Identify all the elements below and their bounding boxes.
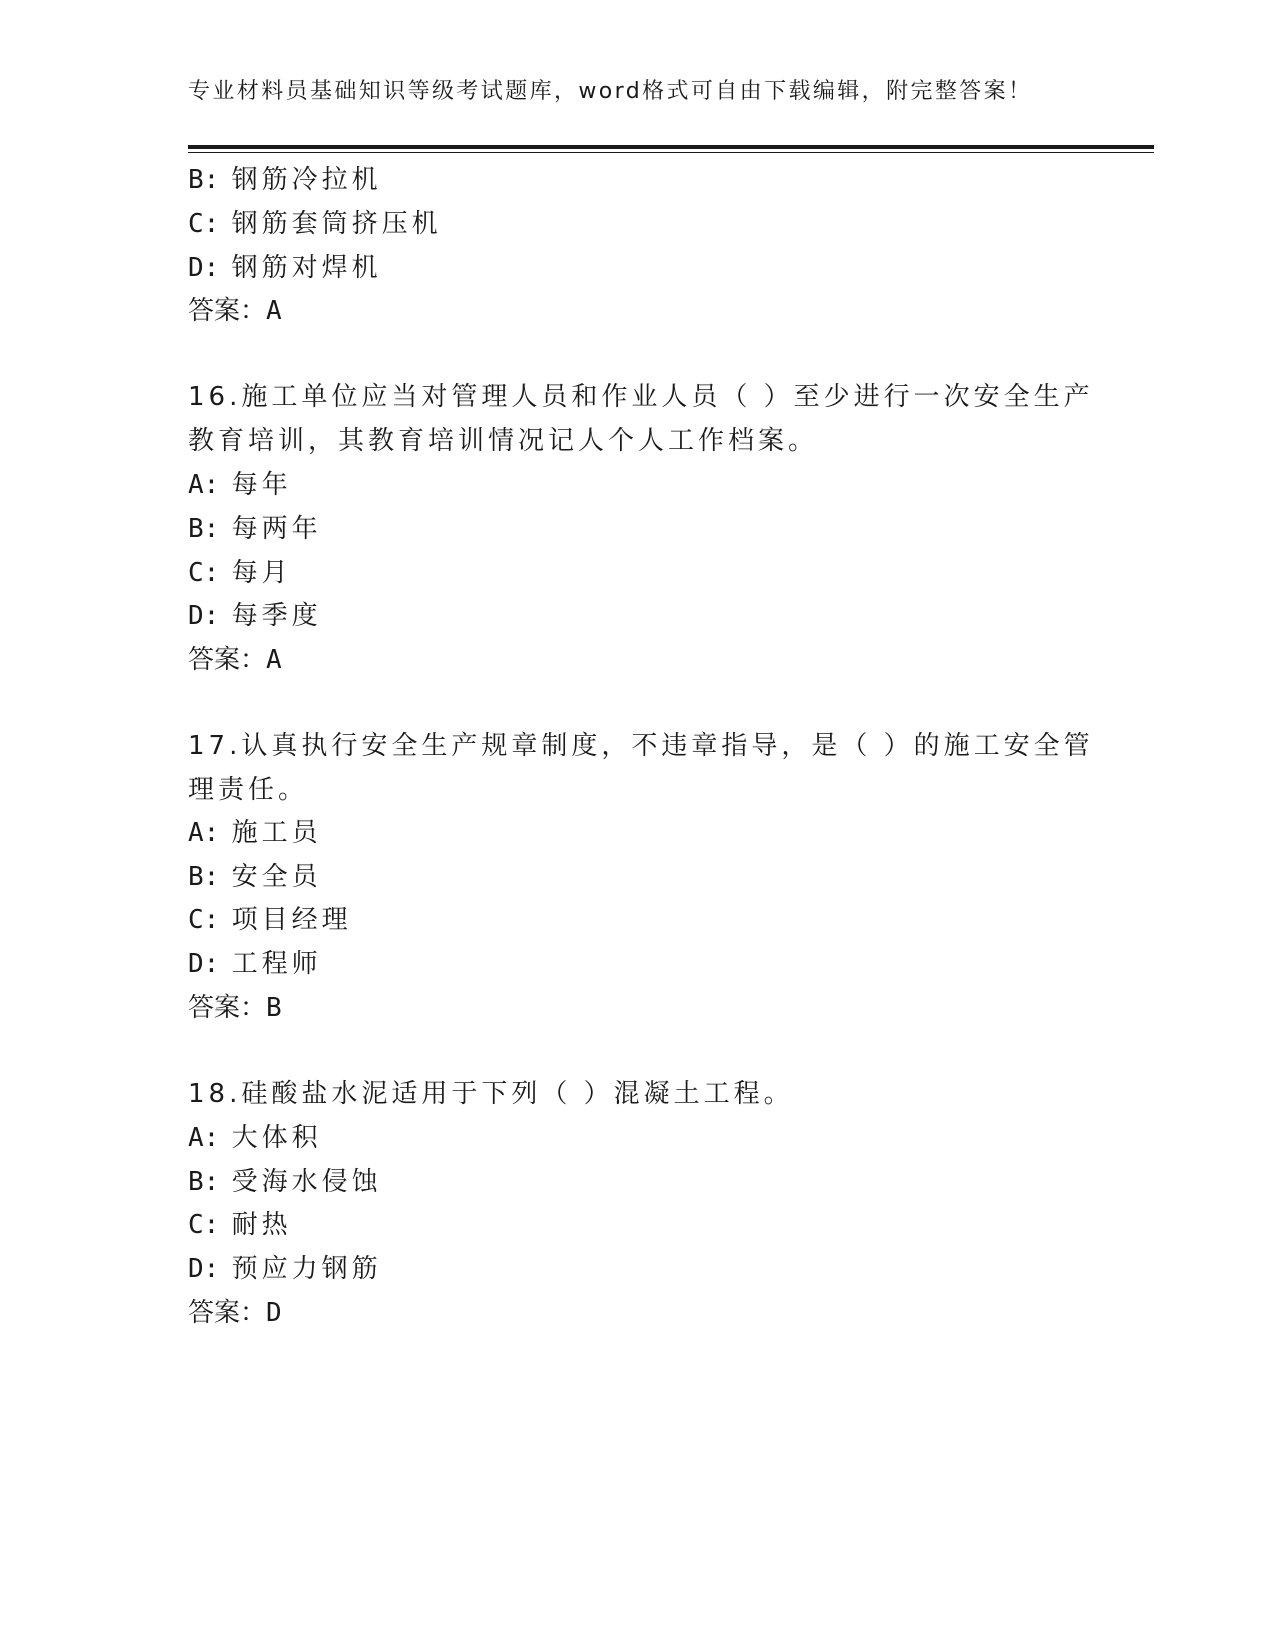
question-stem: 理责任。 bbox=[188, 775, 309, 805]
answer-line bbox=[188, 1292, 282, 1329]
option-text: 安全员 bbox=[231, 862, 322, 892]
option-letter: B: bbox=[188, 514, 220, 544]
option-line bbox=[188, 1248, 382, 1285]
option-line bbox=[188, 159, 382, 196]
option-line bbox=[188, 595, 322, 632]
option-text: 钢筋对焊机 bbox=[231, 253, 382, 283]
option-text: 施工员 bbox=[231, 818, 322, 848]
option-line bbox=[188, 464, 292, 501]
option-letter: D: bbox=[188, 1254, 220, 1284]
option-line bbox=[188, 812, 322, 849]
option-line bbox=[188, 943, 322, 980]
option-text: 钢筋冷拉机 bbox=[231, 165, 382, 195]
option-letter: C: bbox=[188, 905, 220, 935]
answer-value: B bbox=[266, 993, 282, 1023]
answer-value: D bbox=[266, 1298, 282, 1328]
option-letter: D: bbox=[188, 601, 220, 631]
option-letter: C: bbox=[188, 558, 220, 588]
option-line bbox=[188, 552, 292, 589]
option-text: 每季度 bbox=[231, 601, 322, 631]
answer-label: 答案： bbox=[188, 296, 267, 326]
option-text: 项目经理 bbox=[231, 905, 352, 935]
option-line bbox=[188, 247, 382, 284]
option-line bbox=[188, 1161, 382, 1198]
option-line bbox=[188, 508, 322, 545]
option-line bbox=[188, 203, 442, 240]
header-rule-thick bbox=[188, 145, 1154, 149]
option-text: 工程师 bbox=[231, 949, 322, 979]
option-letter: B: bbox=[188, 862, 220, 892]
option-text: 预应力钢筋 bbox=[231, 1254, 382, 1284]
question-stem: 17.认真执行安全生产规章制度，不违章指导，是（ ）的施工安全管 bbox=[188, 731, 1094, 761]
option-letter: C: bbox=[188, 209, 220, 239]
answer-line bbox=[188, 290, 282, 327]
option-text: 每年 bbox=[231, 470, 292, 500]
option-letter: B: bbox=[188, 1167, 220, 1197]
question-stem: 18.硅酸盐水泥适用于下列（ ）混凝土工程。 bbox=[188, 1079, 794, 1109]
header-rule-thin bbox=[188, 152, 1154, 153]
option-letter: A: bbox=[188, 1123, 220, 1153]
answer-label: 答案： bbox=[188, 1298, 267, 1328]
option-text: 每两年 bbox=[231, 514, 322, 544]
option-letter: D: bbox=[188, 253, 220, 283]
option-letter: A: bbox=[188, 818, 220, 848]
option-text: 每月 bbox=[231, 558, 292, 588]
answer-line bbox=[188, 987, 282, 1024]
option-text: 受海水侵蚀 bbox=[231, 1167, 382, 1197]
option-letter: D: bbox=[188, 949, 220, 979]
answer-value: A bbox=[266, 645, 282, 675]
option-letter: C: bbox=[188, 1210, 220, 1240]
option-letter: B: bbox=[188, 165, 220, 195]
answer-value: A bbox=[266, 296, 282, 326]
answer-label: 答案： bbox=[188, 993, 267, 1023]
option-line bbox=[188, 1204, 292, 1241]
option-line bbox=[188, 1117, 322, 1154]
page-header: 专业材料员基础知识等级考试题库，word格式可自由下载编辑，附完整答案！ bbox=[188, 79, 1033, 104]
option-text: 耐热 bbox=[231, 1210, 292, 1240]
option-text: 大体积 bbox=[231, 1123, 322, 1153]
question-stem: 16.施工单位应当对管理人员和作业人员（ ）至少进行一次安全生产 bbox=[188, 382, 1094, 412]
option-text: 钢筋套筒挤压机 bbox=[231, 209, 442, 239]
option-line bbox=[188, 856, 322, 893]
answer-label: 答案： bbox=[188, 645, 267, 675]
answer-line bbox=[188, 639, 282, 676]
option-letter: A: bbox=[188, 470, 220, 500]
question-stem: 教育培训，其教育培训情况记人个人工作档案。 bbox=[188, 426, 819, 456]
option-line bbox=[188, 899, 352, 936]
